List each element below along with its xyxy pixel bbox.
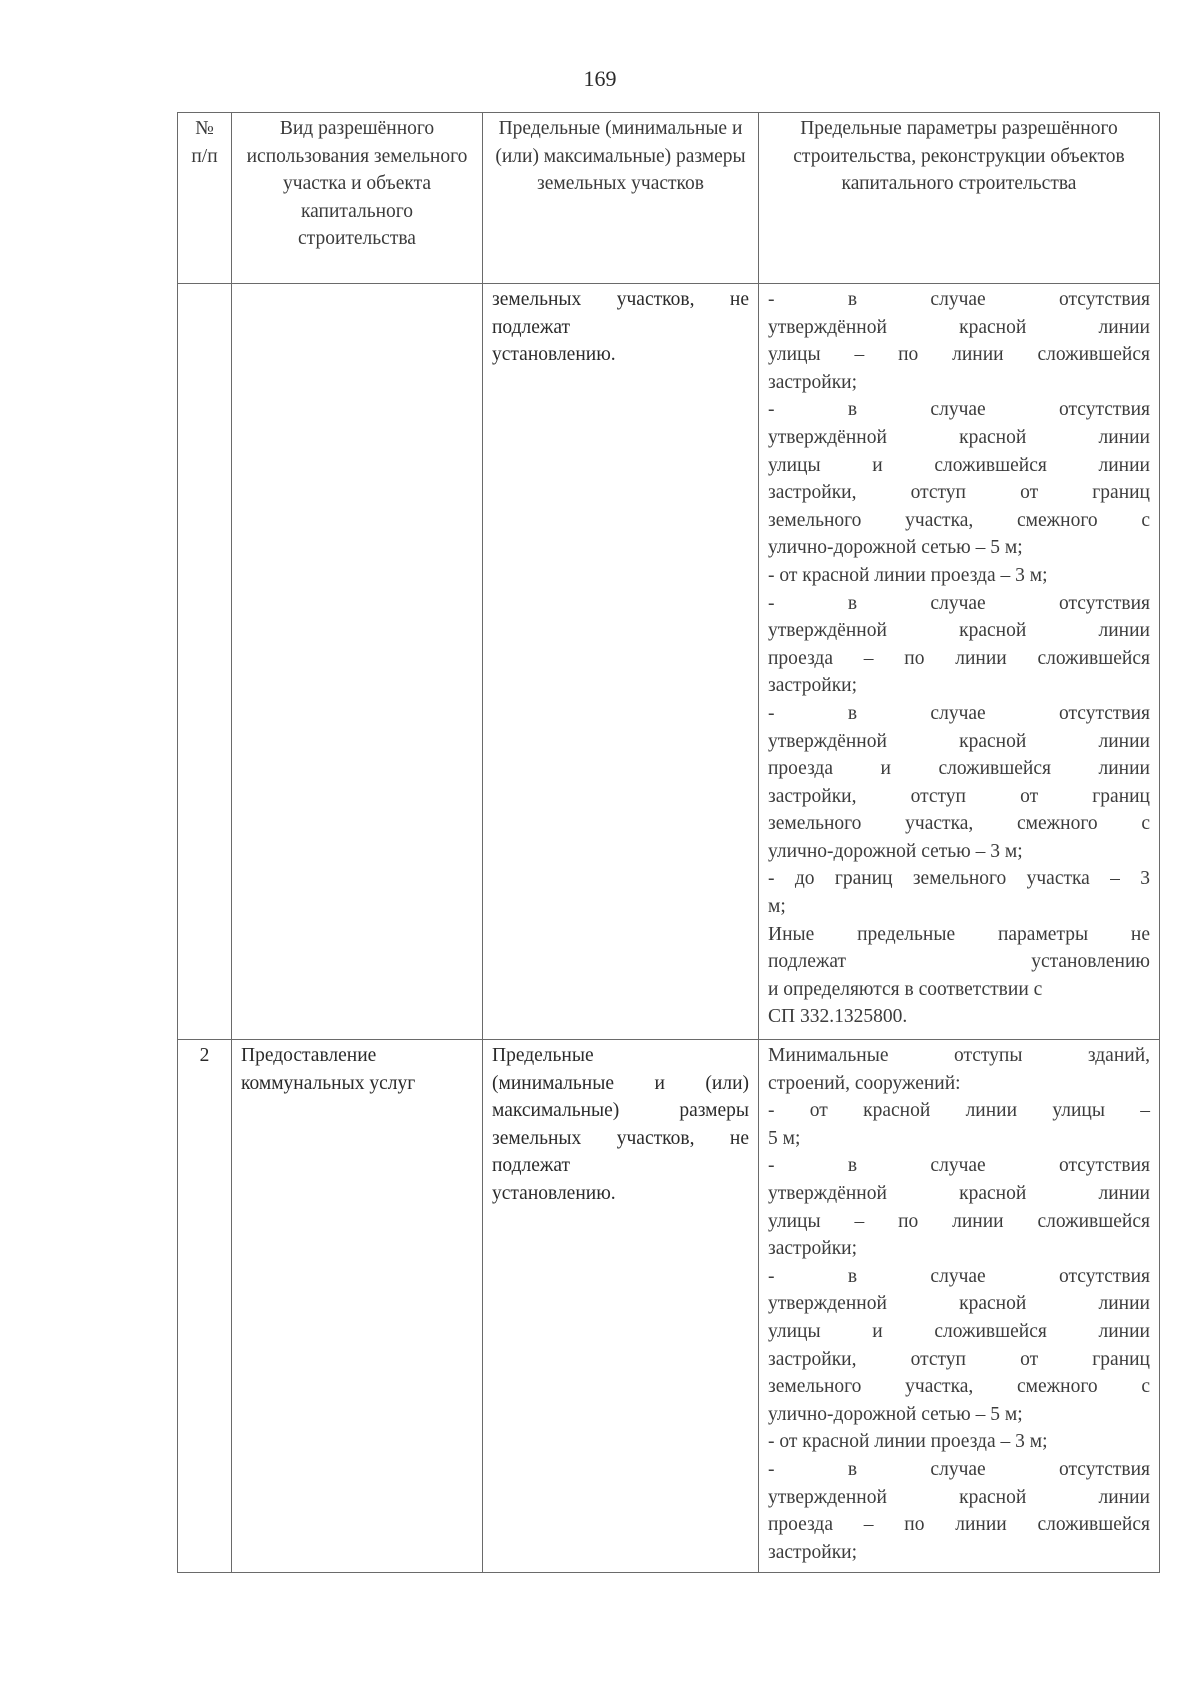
cell-text-line: - до границ земельного участка – 3 [768, 868, 1150, 890]
header-number: № п/п [178, 113, 232, 284]
cell-text-line: максимальные) размеры [492, 1100, 749, 1122]
cell-text-line: и определяются в соответствии с [768, 978, 1043, 1000]
cell-text-line: - в случае отсутствия [768, 1458, 1150, 1480]
cell-text-line: утверждённой красной линии [768, 620, 1150, 642]
cell-text-line: проезда и сложившейся линии [768, 758, 1150, 780]
cell-text-line: земельного участка, смежного с [768, 509, 1150, 531]
cell-text-line: утвержденной красной линии [768, 1486, 1150, 1508]
cell-text-line: застройки, отступ от границ [768, 482, 1150, 504]
cell-text-line: застройки; [768, 371, 858, 393]
cell-text-line: - в случае отсутствия [768, 592, 1150, 614]
cell-text-line: подлежат установлению [768, 951, 1150, 973]
row-permitted-use [232, 284, 483, 1040]
cell-text-line: земельных участков, не [492, 1127, 749, 1149]
cell-text-line: улицы – по линии сложившейся [768, 1210, 1150, 1232]
cell-text-line: земельного участка, смежного с [768, 813, 1150, 835]
cell-text-line: проезда – по линии сложившейся [768, 1514, 1150, 1536]
table-row [178, 1040, 1160, 1573]
table-row [178, 284, 1160, 1040]
cell-text-line: земельного участка, смежного с [768, 1376, 1150, 1398]
cell-text-line: - в случае отсутствия [768, 1155, 1150, 1177]
cell-text-line: - в случае отсутствия [768, 1265, 1150, 1287]
cell-text-line: - от красной линии проезда – 3 м; [768, 1431, 1048, 1453]
cell-text-line: установлению. [492, 344, 616, 366]
row-construction-parameters [759, 284, 1160, 1040]
regulations-table [177, 112, 1160, 1573]
cell-text-line: Иные предельные параметры не [768, 923, 1150, 945]
cell-text-line: - в случае отсутствия [768, 702, 1150, 724]
cell-text-line: - от красной линии проезда – 3 м; [768, 564, 1048, 586]
cell-text-line: Предельные [492, 1045, 594, 1066]
cell-text-line: утверждённой красной линии [768, 730, 1150, 752]
header-permitted-use: Вид разрешённого использования земельного участка и объекта капитального строительства [232, 113, 483, 284]
row-permitted-use: Предоставление коммунальных услуг [232, 1040, 483, 1573]
row-plot-sizes [483, 1040, 759, 1573]
cell-text-line: - в случае отсутствия [768, 399, 1150, 421]
cell-text-line: м; [768, 896, 786, 918]
cell-text-line: застройки, отступ от границ [768, 1348, 1150, 1370]
cell-text-line: (минимальные и (или) [492, 1072, 749, 1094]
row-construction-parameters [759, 1040, 1160, 1573]
row-number [178, 284, 232, 1040]
row-number: 2 [178, 1040, 232, 1573]
cell-text-line: улично-дорожной сетью – 3 м; [768, 840, 1023, 862]
cell-text-line: застройки, отступ от границ [768, 785, 1150, 807]
cell-text-line: установлению. [492, 1182, 616, 1204]
cell-text-line: улицы и сложившейся линии [768, 454, 1150, 476]
cell-text-line: застройки; [768, 1541, 858, 1563]
cell-text-line: 5 м; [768, 1127, 801, 1149]
cell-text-line: - в случае отсутствия [768, 289, 1150, 310]
cell-text-line: проезда – по линии сложившейся [768, 647, 1150, 669]
cell-text-line: утверждённой красной линии [768, 1182, 1150, 1204]
cell-text-line: подлежат [492, 1155, 571, 1177]
cell-text-line: - от красной линии улицы – [768, 1100, 1150, 1122]
cell-text-line: застройки; [768, 675, 858, 697]
cell-text-line: улицы и сложившейся линии [768, 1320, 1150, 1342]
header-construction-parameters: Предельные параметры разрешённого строительства, реконструкции объектов капитального строительства [759, 113, 1160, 284]
cell-text-line: подлежат [492, 316, 571, 338]
header-plot-sizes: Предельные (минимальные и (или) максимальные) размеры земельных участков [483, 113, 759, 284]
cell-text-line: улично-дорожной сетью – 5 м; [768, 1403, 1023, 1425]
cell-text-line: утверждённой красной линии [768, 426, 1150, 448]
cell-text-line: утверждённой красной линии [768, 316, 1150, 338]
cell-text-line: земельных участков, не [492, 289, 749, 310]
cell-text-line: улицы – по линии сложившейся [768, 344, 1150, 366]
cell-text-line: Минимальные отступы зданий, [768, 1045, 1150, 1066]
row-plot-sizes [483, 284, 759, 1040]
cell-text-line: утвержденной красной линии [768, 1293, 1150, 1315]
cell-text-line: СП 332.1325800. [768, 1006, 908, 1028]
cell-text-line: улично-дорожной сетью – 5 м; [768, 537, 1023, 559]
cell-text-line: строений, сооружений: [768, 1072, 961, 1094]
cell-text-line: застройки; [768, 1238, 858, 1260]
page-number: 169 [583, 66, 617, 91]
table-header-row [178, 113, 1160, 284]
